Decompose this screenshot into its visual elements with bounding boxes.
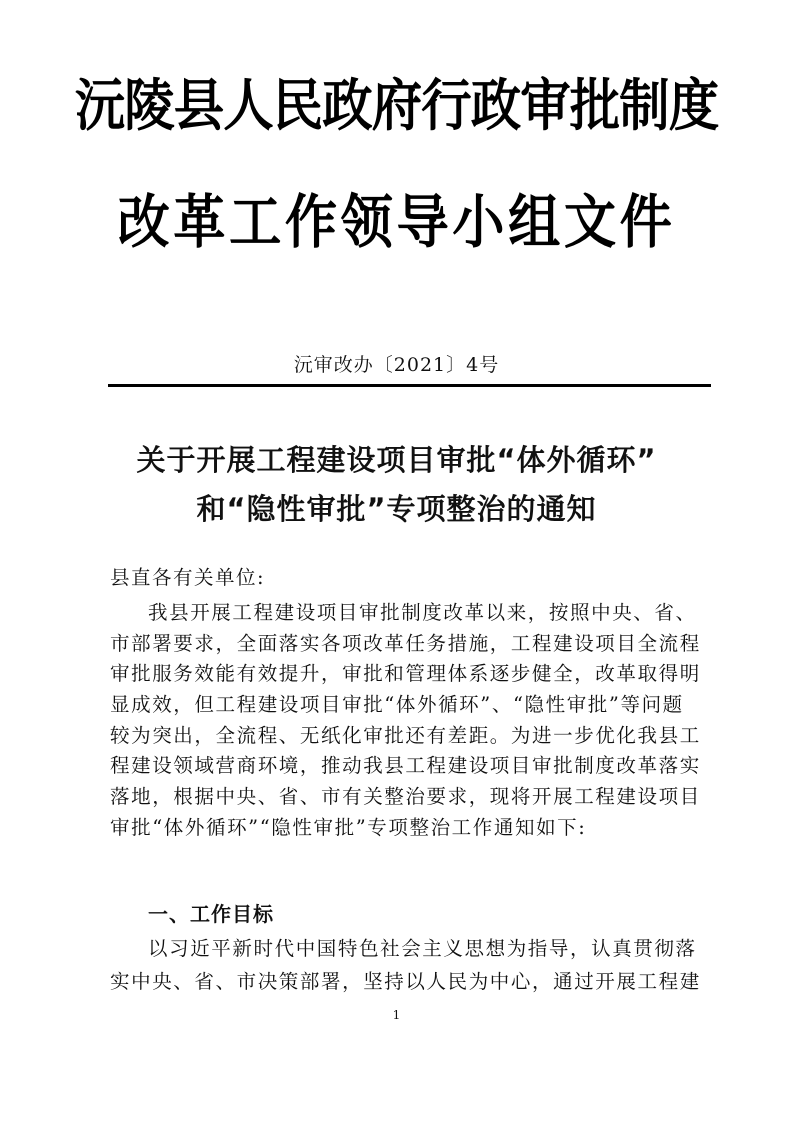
salutation: 县直各有关单位: — [110, 566, 266, 589]
paragraph-line: 实中央、省、市决策部署，坚持以人民为中心，通过开展工程建 — [110, 970, 701, 993]
document-title-line-2: 和“隐性审批”专项整治的通知 — [196, 492, 597, 526]
document-title-line-1: 关于开展工程建设项目审批“体外循环” — [136, 443, 657, 477]
paragraph-line: 较为突出，全流程、无纸化审批还有差距。为进一步优化我县工 — [110, 723, 701, 747]
document-number: 沅审改办〔2021〕4号 — [293, 354, 500, 376]
header-divider — [108, 384, 711, 387]
paragraph-line: 审批“体外循环”“隐性审批”专项整治工作通知如下: — [110, 815, 587, 839]
page-number: 1 — [392, 1008, 401, 1022]
paragraph-2 — [110, 932, 710, 998]
issuing-authority-line-1: 沅陵县人民政府行政审批制度 — [74, 74, 719, 139]
paragraph-line: 显成效，但工程建设项目审批“体外循环”、“隐性审批”等问题 — [110, 693, 684, 717]
paragraph-line: 程建设领域营商环境，推动我县工程建设项目审批制度改革落实 — [110, 754, 701, 778]
issuing-authority-line-2: 改革工作领导小组文件 — [117, 188, 676, 256]
paragraph-line: 市部署要求，全面落实各项改革任务措施，工程建设项目全流程 — [110, 631, 701, 655]
paragraph-line: 以习近平新时代中国特色社会主义思想为指导，认真贯彻落 — [148, 937, 697, 960]
paragraph-line: 落地，根据中央、省、市有关整治要求，现将开展工程建设项目 — [110, 785, 701, 809]
section-heading: 一、工作目标 — [148, 902, 274, 926]
paragraph-line: 我县开展工程建设项目审批制度改革以来，按照中央、省、 — [148, 601, 697, 624]
paragraph-line: 审批服务效能有效提升，审批和管理体系逐步健全，改革取得明 — [110, 662, 701, 686]
paragraph-1 — [110, 598, 710, 844]
